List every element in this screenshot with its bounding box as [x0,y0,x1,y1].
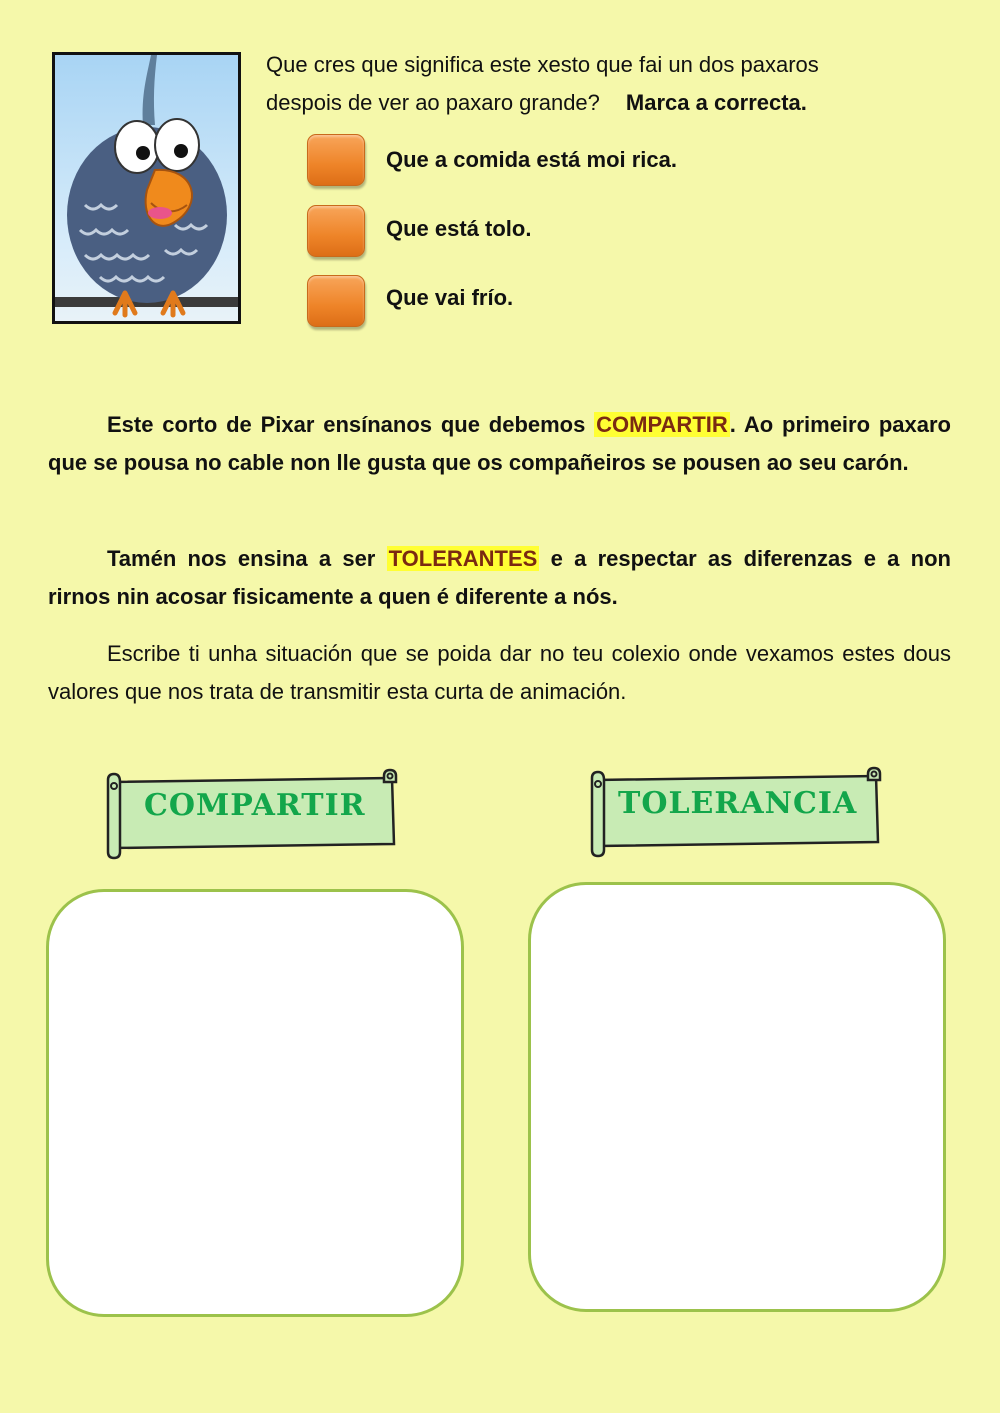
option-3-button[interactable] [307,275,365,327]
paragraph-compartir [48,406,951,482]
paragraph-2-text-before: Tamén nos ensina a ser [107,546,387,571]
banner-compartir-label: COMPARTIR [144,788,366,823]
option-1-button[interactable] [307,134,365,186]
bird-crest [143,55,157,125]
bird-eye-right [155,119,199,171]
option-1-label: Que a comida está moi rica. [386,147,678,172]
banner-compartir [104,768,400,860]
paragraph-2-text-after: e a respectar as diferenzas e a non rirnos nin acosar fisicamente a quen é diferente a nós. [48,546,951,609]
highlight-compartir: COMPARTIR [596,412,728,437]
highlight-tolerantes: TOLERANTES [388,546,538,571]
bird-eye-left [115,121,159,173]
answer-input-tolerancia[interactable] [531,885,943,1309]
paragraph-1-text-before: Este corto de Pixar ensínanos que debemos [107,412,595,437]
answer-input-compartir[interactable] [49,892,461,1314]
option-3-label: Que vai frío. [386,285,514,310]
paragraph-instruction: Escribe ti unha situación que se poida dar no teu colexio onde vexamos estes dous valores que nos trata de transmitir esta curta de animación. [48,641,951,704]
banner-tolerancia-label: TOLERANCIA [618,786,858,821]
question-line-1: Que cres que significa este xesto que fai un dos paxaros [266,52,819,77]
banner-tolerancia [588,766,884,858]
question-text: despois de ver ao paxaro grande? [266,90,600,115]
bird-picture [52,52,241,324]
option-2-label: Que está tolo. [386,216,532,241]
answer-box-tolerancia[interactable] [528,882,946,1312]
paragraph-tolerantes [48,540,951,616]
bird-illustration [55,55,238,321]
question-instruction: Marca a correcta. [625,90,807,115]
paragraph-1-text-after: . Ao primeiro paxaro que se pousa no cable non lle gusta que os compañeiros se pousen ao seu carón. [48,412,951,475]
question-line-2 [266,84,807,122]
answer-box-compartir[interactable] [46,889,464,1317]
option-2-button[interactable] [307,205,365,257]
